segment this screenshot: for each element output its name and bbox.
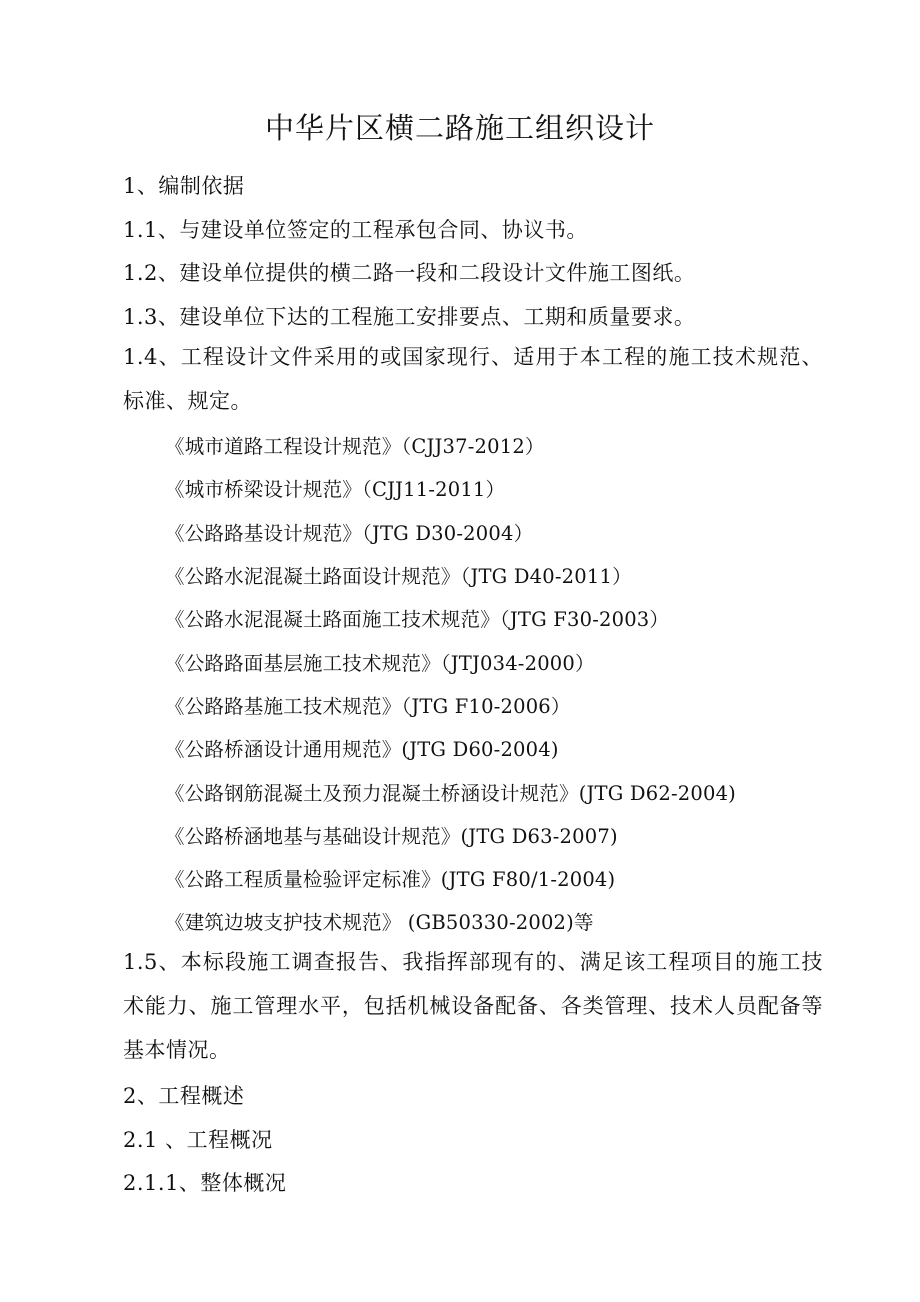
paragraph-1-1: 1.1、与建设单位签定的工程承包合同、协议书。 [123, 218, 588, 242]
paragraph-1-2: 1.2、建设单位提供的横二路一段和二段设计文件施工图纸。 [123, 261, 696, 285]
standard-item: 《公路桥涵设计通用规范》(JTG D60-2004) [165, 738, 559, 761]
subsection-heading-2-1-1: 2.1.1、整体概况 [123, 1171, 287, 1195]
paragraph-1-3: 1.3、建设单位下达的工程施工安排要点、工期和质量要求。 [123, 305, 696, 329]
standard-item: 《公路路面基层施工技术规范》（JTJ034-2000） [165, 652, 595, 675]
subsection-heading-2-1: 2.1 、工程概况 [123, 1128, 273, 1152]
standard-item: 《城市桥梁设计规范》（CJJ11-2011） [165, 478, 506, 501]
standard-item: 《公路水泥混凝土路面设计规范》（JTG D40-2011） [165, 565, 632, 588]
standard-item: 《公路水泥混凝土路面施工技术规范》（JTG F30-2003） [165, 608, 670, 631]
section-heading-2: 2、工程概述 [123, 1084, 245, 1108]
standard-item: 《公路桥涵地基与基础设计规范》(JTG D63-2007) [165, 825, 618, 848]
paragraph-1-5: 1.5、本标段施工调查报告、我指挥部现有的、满足该工程项目的施工技术能力、施工管理水平，包括机械设备配备、各类管理、技术人员配备等基本情况。 [123, 950, 823, 1062]
standard-item: 《公路路基施工技术规范》（JTG F10-2006） [165, 695, 571, 718]
document-title: 中华片区横二路施工组织设计 [264, 111, 655, 145]
section-heading-1: 1、编制依据 [123, 174, 245, 198]
standard-item: 《建筑边坡支护技术规范》 (GB50330-2002)等 [165, 911, 594, 934]
paragraph-1-4: 1.4、工程设计文件采用的或国家现行、适用于本工程的施工技术规范、标准、规定。 [123, 345, 823, 413]
standard-item: 《公路路基设计规范》（JTG D30-2004） [165, 522, 534, 545]
standard-item: 《公路钢筋混凝土及预力混凝土桥涵设计规范》(JTG D62-2004) [165, 782, 736, 805]
standard-item: 《公路工程质量检验评定标准》(JTG F80/1-2004) [165, 868, 616, 891]
standard-item: 《城市道路工程设计规范》（CJJ37-2012） [165, 435, 545, 458]
